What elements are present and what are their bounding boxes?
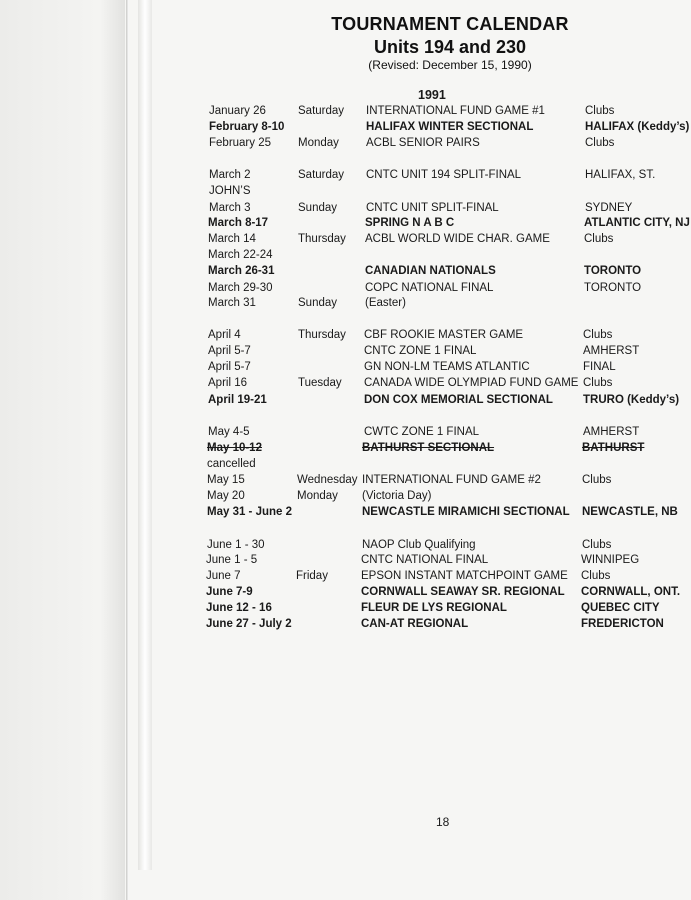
row-location: FREDERICTON <box>581 618 664 630</box>
row-date: June 1 - 30 <box>207 539 265 551</box>
row-event: CBF ROOKIE MASTER GAME <box>364 329 524 341</box>
row-location: ATLANTIC CITY, NJ <box>584 217 690 229</box>
row-location: CORNWALL, ONT. <box>581 586 681 598</box>
row-event: COPC NATIONAL FINAL <box>365 282 494 294</box>
row-date: May 4-5 <box>208 426 250 438</box>
row-event: CANADA WIDE OLYMPIAD FUND GAME <box>364 377 579 389</box>
row-date: April 5-7 <box>208 345 251 357</box>
row-event: INTERNATIONAL FUND GAME #1 <box>366 105 545 117</box>
row-event: NEWCASTLE MIRAMICHI SECTIONAL <box>362 506 570 518</box>
row-date: June 12 - 16 <box>206 602 272 614</box>
row-location: HALIFAX, ST. <box>585 169 656 181</box>
row-day: Monday <box>297 490 338 502</box>
row-location: Clubs <box>584 233 614 245</box>
row-day: Thursday <box>298 233 346 245</box>
row-event: CNTC UNIT SPLIT-FINAL <box>366 202 499 214</box>
revision-date: (Revised: December 15, 1990) <box>368 58 532 72</box>
page-number: 18 <box>436 815 450 829</box>
row-location: Clubs <box>581 570 611 582</box>
row-date: April 16 <box>208 377 247 389</box>
row-location: BATHURST <box>582 442 645 454</box>
row-date: March 31 <box>208 297 256 309</box>
year-heading: 1991 <box>418 88 446 102</box>
row-date: March 22-24 <box>208 249 273 261</box>
row-event: ACBL SENIOR PAIRS <box>366 137 480 149</box>
row-date: May 15 <box>207 474 245 486</box>
row-location: TORONTO <box>584 282 642 294</box>
row-location: SYDNEY <box>585 202 633 214</box>
row-location: NEWCASTLE, NB <box>582 506 678 518</box>
row-event: CANADIAN NATIONALS <box>365 265 496 277</box>
row-date: March 3 <box>209 202 251 214</box>
row-location: TRURO (Keddy’s) <box>583 394 680 406</box>
row-date: June 7 <box>206 570 241 582</box>
row-event: ACBL WORLD WIDE CHAR. GAME <box>365 233 550 245</box>
page-subtitle: Units 194 and 230 <box>373 37 527 57</box>
row-date: January 26 <box>209 105 266 117</box>
row-event: EPSON INSTANT MATCHPOINT GAME <box>361 570 568 582</box>
row-day: Tuesday <box>298 377 342 389</box>
row-event: DON COX MEMORIAL SECTIONAL <box>364 394 553 406</box>
row-event: CAN-AT REGIONAL <box>361 618 469 630</box>
row-location: HALIFAX (Keddy’s) <box>585 121 690 133</box>
row-day: Sunday <box>298 202 338 214</box>
row-day: Saturday <box>298 105 345 117</box>
row-event: (Victoria Day) <box>362 490 432 502</box>
row-location: AMHERST <box>583 426 640 438</box>
row-date: May 20 <box>207 490 245 502</box>
row-event: FLEUR DE LYS REGIONAL <box>361 602 507 614</box>
row-location: Clubs <box>585 105 615 117</box>
row-location: Clubs <box>583 329 613 341</box>
row-event: CORNWALL SEAWAY SR. REGIONAL <box>361 586 565 598</box>
row-location: FINAL <box>583 361 616 373</box>
row-event: INTERNATIONAL FUND GAME #2 <box>362 474 541 486</box>
row-event: CNTC ZONE 1 FINAL <box>364 345 477 357</box>
row-date: April 19-21 <box>208 394 267 406</box>
row-location: Clubs <box>585 137 615 149</box>
row-date: March 26-31 <box>208 265 275 277</box>
row-date: April 5-7 <box>208 361 251 373</box>
row-date: May 31 - June 2 <box>207 506 293 518</box>
row-event: SPRING N A B C <box>365 217 455 229</box>
row-date: JOHN’S <box>209 185 251 197</box>
row-event: NAOP Club Qualifying <box>362 539 476 551</box>
row-date: April 4 <box>208 329 241 341</box>
row-day: Sunday <box>298 297 338 309</box>
row-location: Clubs <box>582 474 612 486</box>
row-location: AMHERST <box>583 345 640 357</box>
page-title: TOURNAMENT CALENDAR <box>331 14 569 34</box>
row-date: March 8-17 <box>208 217 269 229</box>
row-day: Monday <box>298 137 339 149</box>
row-event: CNTC UNIT 194 SPLIT-FINAL <box>366 169 522 181</box>
row-event: HALIFAX WINTER SECTIONAL <box>366 121 534 133</box>
row-location: Clubs <box>583 377 613 389</box>
row-day: Friday <box>296 570 328 582</box>
row-date: June 27 - July 2 <box>206 618 292 630</box>
row-event: GN NON-LM TEAMS ATLANTIC <box>364 361 530 373</box>
row-event: (Easter) <box>365 297 406 309</box>
row-date: May 10-12 <box>207 442 262 454</box>
row-event: CWTC ZONE 1 FINAL <box>364 426 480 438</box>
row-date: February 25 <box>209 137 272 149</box>
row-date: cancelled <box>207 458 256 470</box>
row-event: CNTC NATIONAL FINAL <box>361 554 489 566</box>
row-location: QUEBEC CITY <box>581 602 660 614</box>
row-date: March 2 <box>209 169 251 181</box>
row-location: TORONTO <box>584 265 642 277</box>
row-date: June 1 - 5 <box>206 554 258 566</box>
row-date: March 14 <box>208 233 256 245</box>
row-day: Wednesday <box>297 474 358 486</box>
row-day: Saturday <box>298 169 345 181</box>
row-date: March 29-30 <box>208 282 273 294</box>
row-event: BATHURST SECTIONAL <box>362 442 495 454</box>
row-location: WINNIPEG <box>581 554 640 566</box>
row-location: Clubs <box>582 539 612 551</box>
row-date: June 7-9 <box>206 586 253 598</box>
row-day: Thursday <box>298 329 346 341</box>
row-date: February 8-10 <box>209 121 285 133</box>
